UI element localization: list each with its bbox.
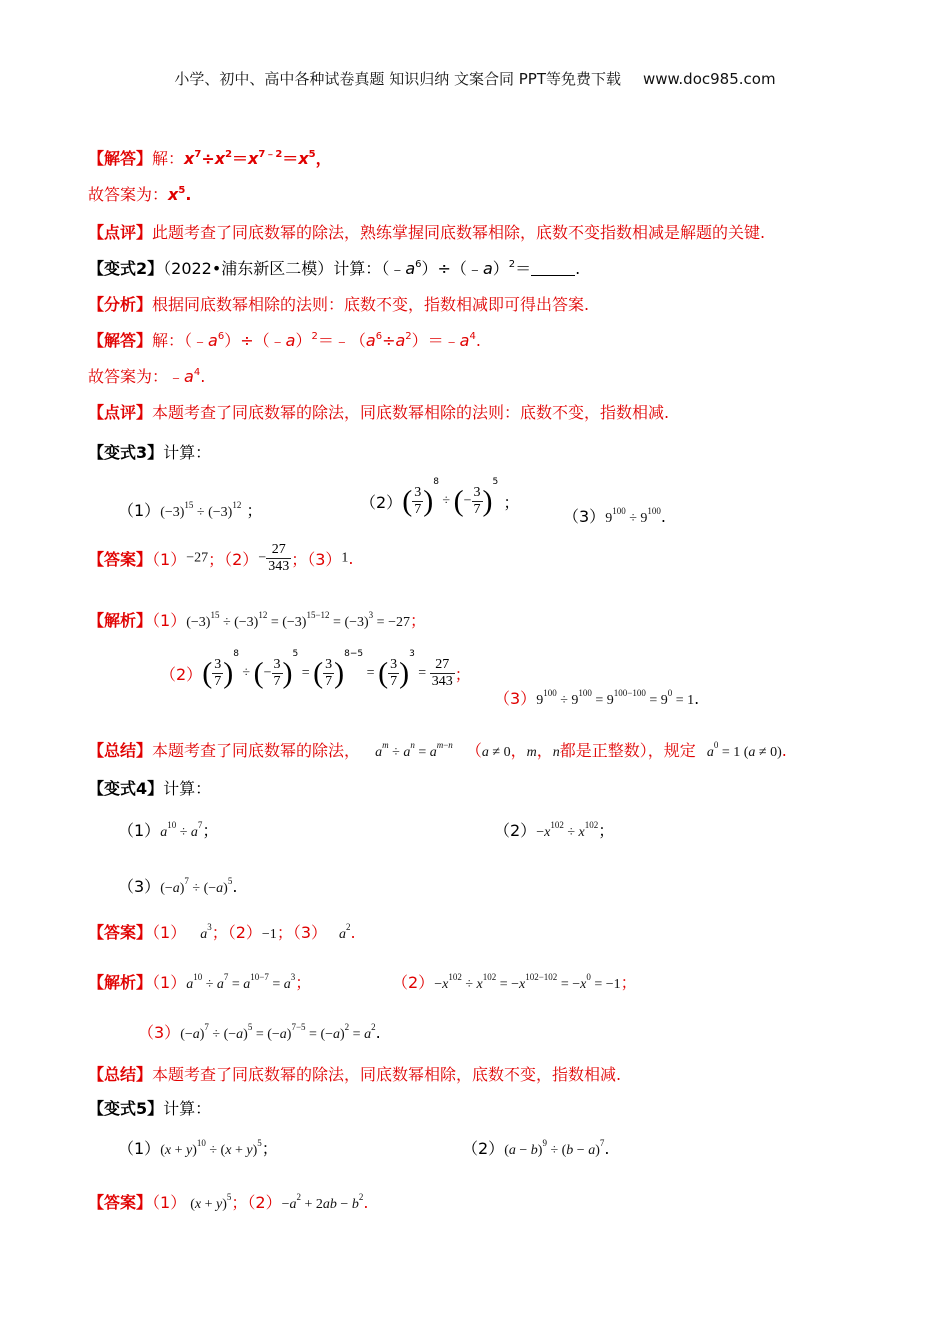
tag-jieda: 【解答】 (88, 149, 153, 168)
v4-explain-1: 【解析】$(1)a^{10} \div a^7 = a^{10-7} = a^3$； (88, 972, 312, 992)
v5-item-2: $(2)(a - b)^9 \div (b - a)^7$. (462, 1138, 610, 1158)
v3-explain-2: （2）( $\frac{3}{7}$ )$^8$ ÷ (− $\frac{3}{7}$ )$^5$ = ( $\frac{3}{7}$ )$^{8-5}$ = ( $\frac{3}{7}$ )$^3$ = $\frac{27}{343}$ ； (160, 649, 471, 690)
v4-item-3: $(3)(-a)^7 \div (-a)^5$. (118, 876, 238, 896)
v5-item-1: $(1)(x + y)^{10} \div (x + y)^5$； (118, 1138, 278, 1158)
v3-explain-1: 【解析】$(1)(-3)^{15} \div (-3)^{12} = (-3)^{15-12} = (-3)^3 = -27$； (88, 610, 426, 630)
formula-1: $x^7\div x^2=x^{7﹣2}=x^5$， (184, 149, 332, 168)
v4-explain-3: $(3)(-a)^7 \div (-a)^5 = (-a)^{7-5} = (-a)^2 = a^2$. (138, 1022, 381, 1042)
v4-explain-2: $(2)-x^{102} \div x^{102} = -x^{102-102} = -x^0 = -1$； (392, 972, 637, 992)
answer-line-1: 【解答】解：$x^7\div x^2=x^{7﹣2}=x^5$， (88, 149, 332, 168)
v3-answer: 【答案】（1）−27；（2）− $\frac{27}{343}$ ；（3）1. (88, 542, 354, 574)
header-site: www.doc985.com (642, 70, 776, 88)
variant-5-question: 【变式5】计算： (88, 1099, 212, 1118)
v4-summary: 【总结】本题考查了同底数幂的除法，同底数幂相除，底数不变，指数相减. (88, 1065, 622, 1084)
v3-item-3: $(3)9^{100} \div 9^{100}$. (563, 506, 666, 526)
variant-4-question: 【变式4】计算： (88, 779, 212, 798)
header-text: 小学、初中、高中各种试卷真题 知识归纳 文案合同 PPT等免费下载 (174, 70, 621, 88)
variant-2-solution: 【解答】解：$(﹣a^6)\div(﹣a)^2=﹣(a^6\div a^2)=﹣a^4$. (88, 331, 481, 350)
v3-summary: 【总结】本题考查了同底数幂的除法， $a^m \div a^n = a^{m-n}$ （a ≠ 0，m，n都是正整数），规定 $a^0 = 1$ (a ≠ 0). (88, 740, 787, 760)
variant-2-review: 【点评】本题考查了同底数幂的除法，同底数幂相除的法则：底数不变，指数相减. (88, 403, 670, 422)
v3-item-2: （2）( $\frac{3}{7}$ )$^8$ ÷ (− $\frac{3}{7}$ )$^5$ ； (360, 477, 520, 518)
variant-2-final: 故答案为：$﹣a^4$. (88, 367, 206, 386)
variant-2-question: 【变式2】（2022•浦东新区二模）计算：$(﹣a^6)\div(﹣a)^2=$ . (88, 259, 581, 278)
v5-answer: 【答案】（1） $(x + y)^5$；$(2)-a^2 + 2ab - b^2$. (88, 1192, 369, 1212)
answer-blank[interactable] (531, 261, 575, 276)
answer-line-2: 故答案为：$x^5$. (88, 185, 192, 204)
variant-2-analysis: 【分析】根据同底数幂相除的法则：底数不变，指数相减即可得出答案. (88, 295, 590, 314)
variant-3-question: 【变式3】计算： (88, 443, 212, 462)
v4-item-1: $(1)a^{10} \div a^7$； (118, 820, 219, 840)
v4-item-2: $(2)-x^{102} \div x^{102}$； (494, 820, 615, 840)
review-line-1: 【点评】此题考查了同底数幂的除法，熟练掌握同底数幂相除，底数不变指数相减是解题的关键. (88, 223, 766, 242)
v4-answer: 【答案】（1） $a^3$；（2）−1；（3） $a^2$. (88, 922, 356, 942)
v3-explain-3: $(3)9^{100} \div 9^{100} = 9^{100-100} = 9^0 = 1$. (494, 688, 700, 708)
page-header (0, 68, 950, 89)
v3-item-1: $(1)(-3)^{15} \div (-3)^{12}$ ； (118, 500, 263, 520)
